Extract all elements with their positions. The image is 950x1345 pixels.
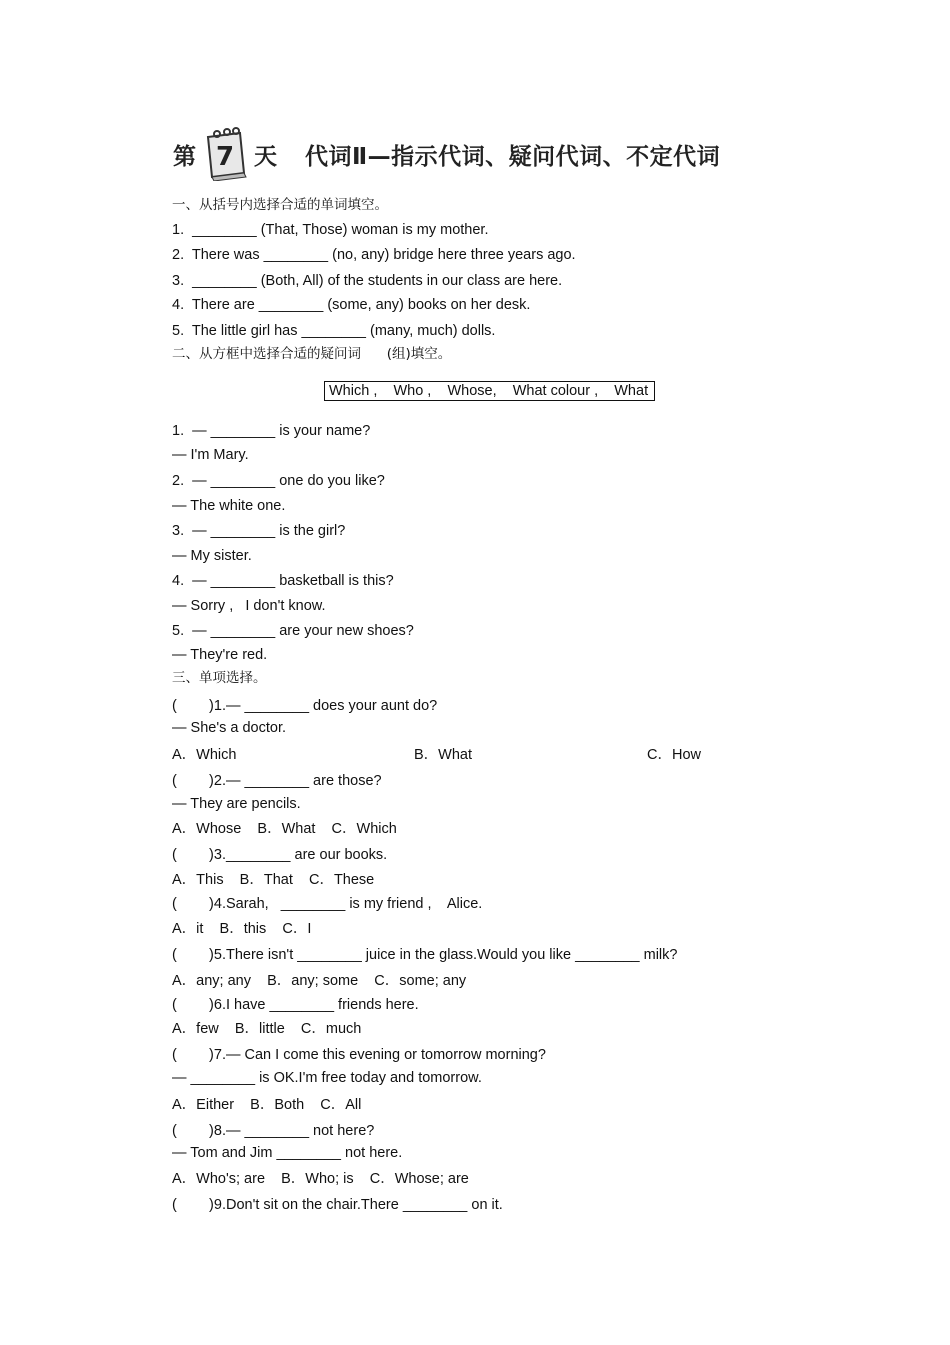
s1-item: 2. There was ________ (no, any) bridge here three years ago. [172,247,576,263]
s3-line: A．Whose B．What C．Which [172,821,397,837]
s1-item: 1. ________ (That, Those) woman is my mother. [172,222,489,238]
s3-line: ( )2.— ________ are those? [172,773,382,789]
title-prefix: 第 [173,143,196,170]
s2-line: — I'm Mary. [172,447,249,463]
s3-line: ( )6.I have ________ friends here. [172,997,419,1013]
day-number: 7 [215,142,235,172]
section1-heading: 一、从括号内选择合适的单词填空。 [172,197,388,213]
s3-line: — They are pencils. [172,796,301,812]
page-title [173,126,813,182]
s3-line: A．few B．little C．much [172,1021,362,1037]
s2-line: — The white one. [172,498,286,514]
s2-line: 2. — ________ one do you like? [172,473,385,489]
s3-line: A．This B．That C．These [172,872,375,888]
q1-reply: — She's a doctor. [172,720,286,736]
s3-line: ( )9.Don't sit on the chair.There ________ on it. [172,1197,503,1213]
s3-line: ( )8.— ________ not here? [172,1123,375,1139]
q1-option-c: C．How [647,747,701,763]
s1-item: 5. The little girl has ________ (many, much) dolls. [172,323,496,339]
section3-heading: 三、单项选择。 [172,670,267,686]
s3-line: ( )7.— Can I come this evening or tomorrow morning? [172,1047,546,1063]
s1-item: 4. There are ________ (some, any) books on her desk. [172,297,531,313]
s2-line: — My sister. [172,548,252,564]
word-box: Which , Who , Whose, What colour , What [324,381,655,401]
s3-line: ( )3.________ are our books. [172,847,388,863]
s3-line: A．any; any B．any; some C．some; any [172,973,467,989]
s2-line: 3. — ________ is the girl? [172,523,346,539]
q1-stem: ( )1.— ________ does your aunt do? [172,698,438,714]
s2-line: 5. — ________ are your new shoes? [172,623,414,639]
s3-line: A．it B．this C．I [172,921,312,937]
s2-line: — Sorry , I don't know. [172,598,326,614]
s2-line: 4. — ________ basketball is this? [172,573,394,589]
section2-heading: 二、从方框中选择合适的疑问词 (组)填空。 [172,346,452,362]
s2-line: — They're red. [172,647,268,663]
s3-line: A．Who's; are B．Who; is C．Whose; are [172,1171,469,1187]
q1-option-a: A．Which [172,747,237,763]
s3-line: A．Either B．Both C．All [172,1097,362,1113]
q1-option-b: B．What [414,747,473,763]
s3-line: ( )5.There isn't ________ juice in the glass.Would you like ________ milk? [172,947,678,963]
s2-line: 1. — ________ is your name? [172,423,371,439]
calendar-icon [200,127,250,181]
title-suffix: 天 [254,143,277,170]
s1-item: 3. ________ (Both, All) of the students in our class are here. [172,273,563,289]
s3-line: — Tom and Jim ________ not here. [172,1145,403,1161]
s3-line: ( )4.Sarah, ________ is my friend , Alice. [172,896,483,912]
title-topic: 代词Ⅱ—指示代词、疑问代词、不定代词 [305,143,721,170]
s3-line: — ________ is OK.I'm free today and tomorrow. [172,1070,482,1086]
